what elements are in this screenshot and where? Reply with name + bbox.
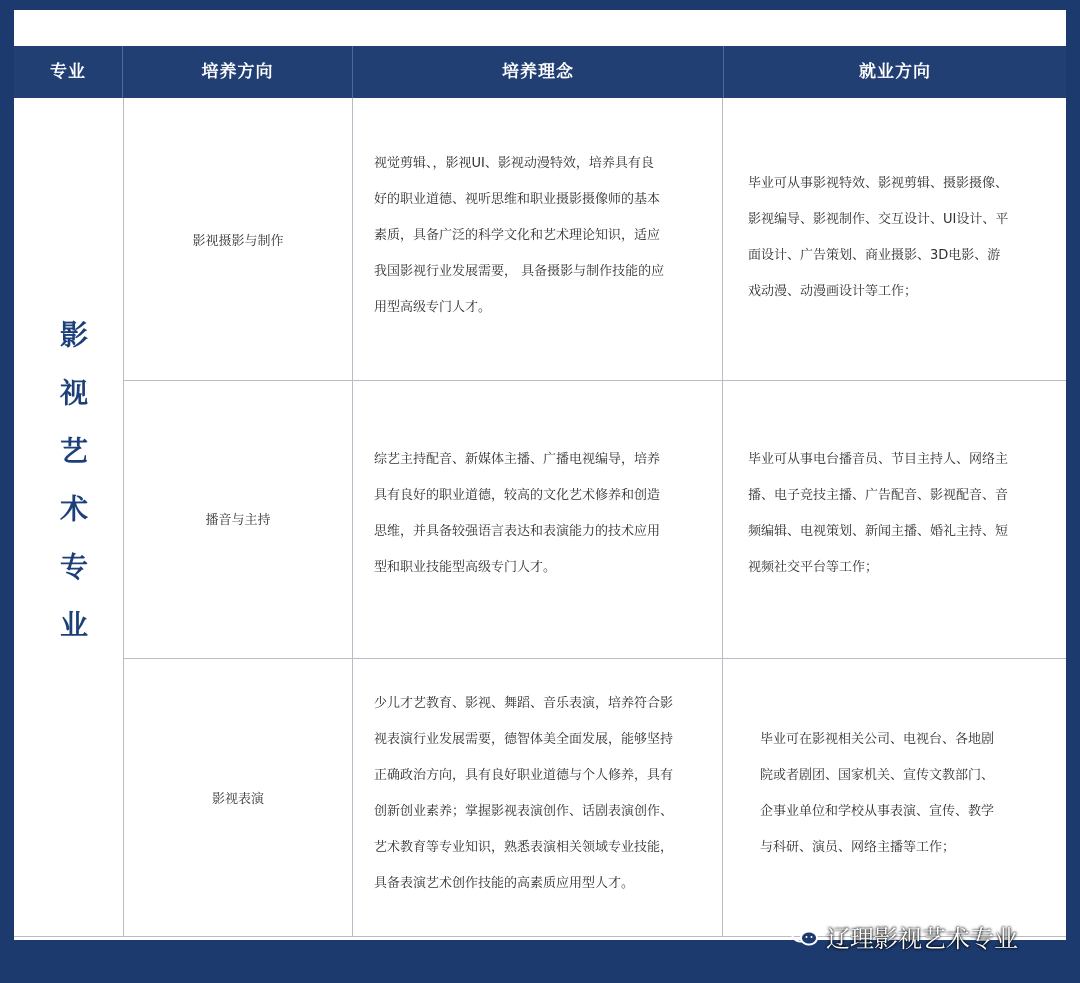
watermark bbox=[790, 916, 1018, 956]
table-header bbox=[14, 46, 1066, 98]
wechat-icon bbox=[790, 924, 820, 948]
major-name: 影视艺术专业 bbox=[56, 320, 89, 668]
header-direction: 培养方向 bbox=[201, 62, 274, 82]
header-major: 专业 bbox=[50, 62, 86, 82]
employment-film-photography: 毕业可从事影视特效、影视剪辑、摄影摄像、 影视编导、影视制作、交互设计、UI设计、平 面设计、广告策划、商业摄影、3D电影、游 戏动漫、动漫画设计等工作； bbox=[748, 176, 1009, 299]
philosophy-film-photography: 视觉剪辑、，影视UI、影视动漫特效，培养具有良 好的职业道德、视听思维和职业摄影摄像师的基本 素质，具备广泛的科学文化和艺术理论知识，适应 我国影视行业发展需要， 具备摄影与制作技能的应 用型高级专门人才。 bbox=[374, 156, 665, 315]
column-divider bbox=[722, 98, 723, 936]
column-divider bbox=[352, 98, 353, 936]
employment-broadcasting-hosting: 毕业可从事电台播音员、节目主持人、网络主 播、电子竞技主播、广告配音、影视配音、音 频编辑、电视策划、新闻主播、婚礼主持、短 视频社交平台等工作； bbox=[748, 452, 1009, 575]
direction-broadcasting-hosting: 播音与主持 bbox=[205, 513, 271, 528]
header-philosophy: 培养理念 bbox=[502, 62, 574, 82]
philosophy-film-acting: 少儿才艺教育、影视、舞蹈、音乐表演，培养符合影 视表演行业发展需要，德智体美全面发展，能够坚持 正确政治方向，具有良好职业道德与个人修养，具有 创新创业素养；掌握影视表演创作、话剧表演创作、 艺术教育等专业知识，熟悉表演相关领域专业技能， 具备表演艺术创作技能的高素质应用型人才。 bbox=[374, 696, 674, 891]
row-divider bbox=[123, 380, 1066, 381]
employment-film-acting: 毕业可在影视相关公司、电视台、各地剧 院或者剧团、国家机关、宣传文教部门、 企事业单位和学校从事表演、宣传、教学 与科研、演员、网络主播等工作； bbox=[760, 732, 995, 855]
direction-film-photography: 影视摄影与制作 bbox=[192, 234, 284, 249]
philosophy-broadcasting-hosting: 综艺主持配音、新媒体主播、广播电视编导，培养 具有良好的职业道德，较高的文化艺术修养和创造 思维，并具备较强语言表达和表演能力的技术应用 型和职业技能型高级专门人才。 bbox=[374, 452, 661, 575]
row-divider bbox=[123, 658, 1066, 659]
direction-film-acting: 影视表演 bbox=[211, 792, 264, 807]
watermark-text: 辽理影视艺术专业 bbox=[826, 924, 1018, 953]
header-employment: 就业方向 bbox=[859, 62, 931, 82]
